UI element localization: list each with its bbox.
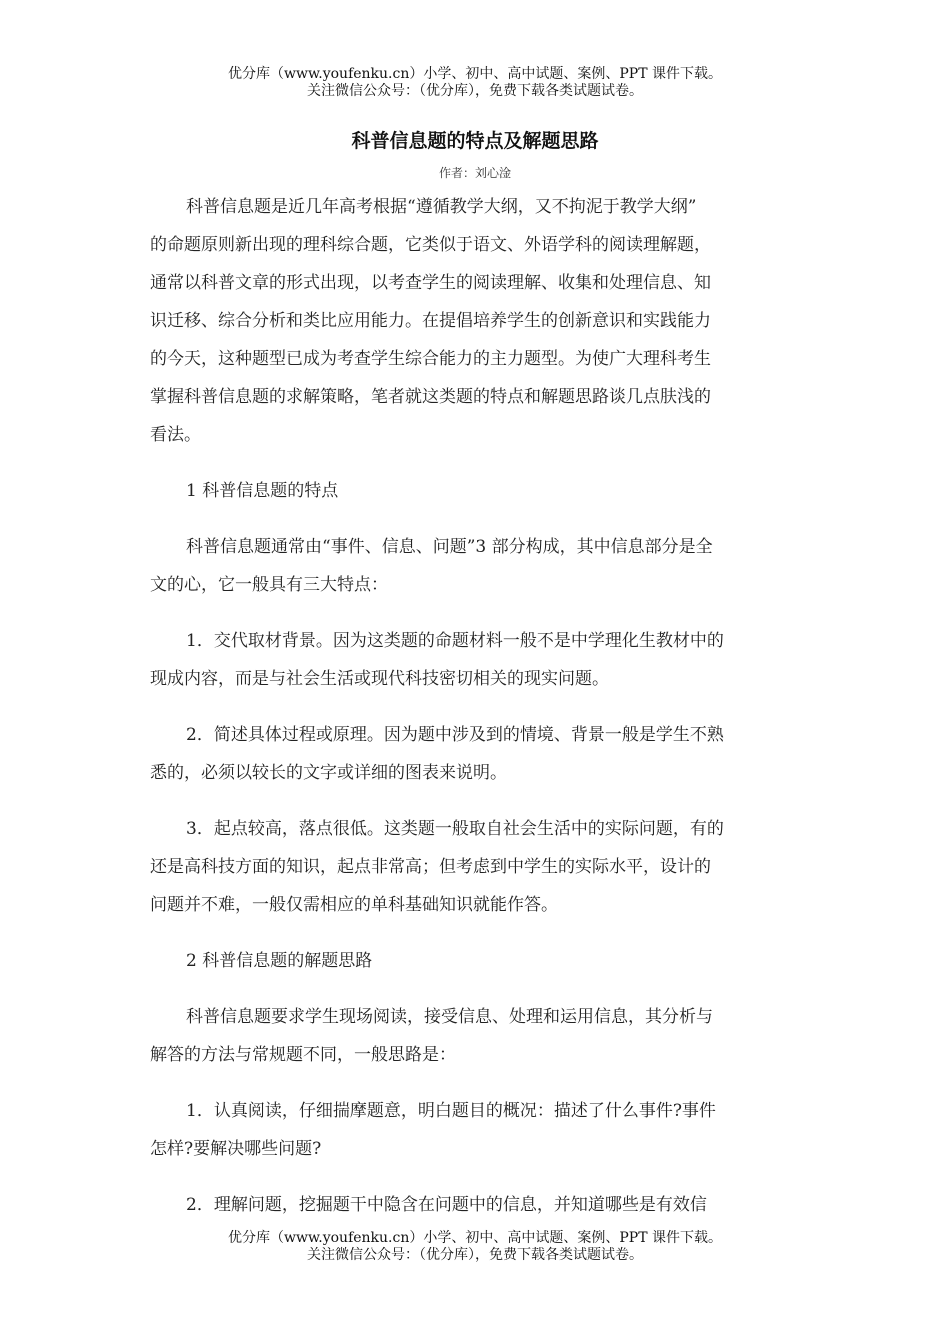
paragraph	[150, 810, 795, 924]
paragraph-line: 掌握科普信息题的求解策略，笔者就这类题的特点和解题思路谈几点肤浅的	[150, 387, 711, 407]
paragraph-line: 现成内容，而是与社会生活或现代科技密切相关的现实问题。	[150, 669, 609, 689]
header-line-1: 优分库（www.youfenku.cn）小学、初中、高中试题、案例、PPT 课件下载。	[227, 66, 722, 82]
page-header	[0, 66, 950, 100]
header-line-2: 关注微信公众号：（优分库），免费下载各类试题试卷。	[307, 83, 643, 99]
paragraph	[150, 1186, 795, 1224]
paragraph-line: 还是高科技方面的知识，起点非常高；但考虑到中学生的实际水平，设计的	[150, 857, 711, 877]
paragraph-line: 2．理解问题，挖掘题干中隐含在问题中的信息，并知道哪些是有效信	[186, 1195, 707, 1215]
document-title: 科普信息题的特点及解题思路	[351, 130, 599, 152]
paragraph	[150, 472, 795, 510]
footer-line-1: 优分库（www.youfenku.cn）小学、初中、高中试题、案例、PPT 课件下载。	[227, 1230, 722, 1246]
paragraph	[150, 716, 795, 792]
paragraph	[150, 188, 795, 454]
paragraph	[150, 998, 795, 1074]
paragraph-line: 的今天，这种题型已成为考查学生综合能力的主力题型。为使广大理科考生	[150, 349, 711, 369]
paragraph-line: 问题并不难，一般仅需相应的单科基础知识就能作答。	[150, 895, 558, 915]
paragraph	[150, 942, 795, 980]
author-line: 作者：刘心淦	[438, 166, 511, 180]
paragraph-line: 3．起点较高，落点很低。这类题一般取自社会生活中的实际问题，有的	[186, 819, 724, 839]
footer-line-2: 关注微信公众号：（优分库），免费下载各类试题试卷。	[307, 1247, 643, 1263]
paragraph-line: 1．交代取材背景。因为这类题的命题材料一般不是中学理化生教材中的	[186, 631, 724, 651]
paragraph-line: 解答的方法与常规题不同，一般思路是：	[150, 1045, 456, 1065]
paragraph	[150, 622, 795, 698]
paragraph-line: 2 科普信息题的解题思路	[186, 951, 373, 971]
page-footer	[0, 1230, 950, 1264]
paragraph-line: 2．简述具体过程或原理。因为题中涉及到的情境、背景一般是学生不熟	[186, 725, 724, 745]
paragraph-line: 识迁移、综合分析和类比应用能力。在提倡培养学生的创新意识和实践能力	[150, 311, 711, 331]
paragraph-line: 1．认真阅读，仔细揣摩题意，明白题目的概况：描述了什么事件?事件	[186, 1101, 716, 1121]
paragraph-line: 科普信息题通常由“事件、信息、问题”3 部分构成，其中信息部分是全	[186, 537, 713, 557]
paragraph-line: 文的心，它一般具有三大特点：	[150, 575, 388, 595]
paragraph-line: 通常以科普文章的形式出现，以考查学生的阅读理解、收集和处理信息、知	[150, 273, 711, 293]
paragraph-line: 科普信息题是近几年高考根据“遵循教学大纲，又不拘泥于教学大纲”	[186, 197, 697, 217]
paragraph	[150, 528, 795, 604]
paragraph-line: 科普信息题要求学生现场阅读，接受信息、处理和运用信息，其分析与	[186, 1007, 713, 1027]
paragraph	[150, 1092, 795, 1168]
paragraph-line: 的命题原则新出现的理科综合题，它类似于语文、外语学科的阅读理解题，	[150, 235, 711, 255]
paragraph-line: 1 科普信息题的特点	[186, 481, 339, 501]
paragraph-line: 悉的，必须以较长的文字或详细的图表来说明。	[150, 763, 507, 783]
document-body	[150, 188, 795, 1242]
paragraph-line: 怎样?要解决哪些问题?	[150, 1139, 322, 1159]
paragraph-line: 看法。	[150, 425, 201, 445]
